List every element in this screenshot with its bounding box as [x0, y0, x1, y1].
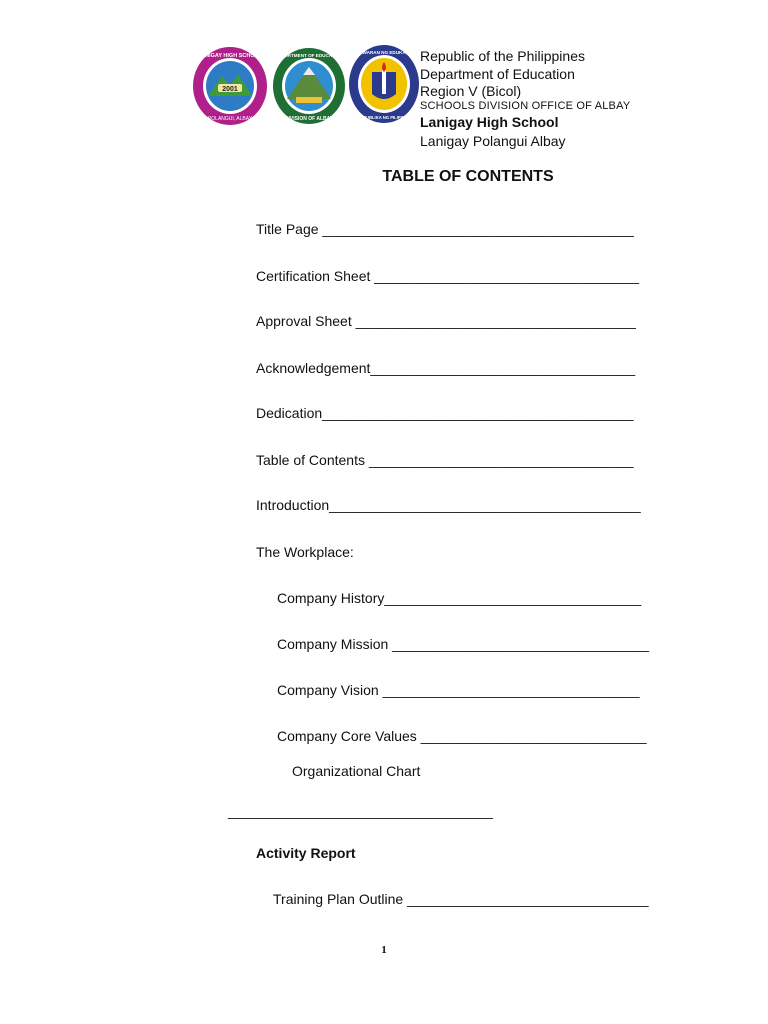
header-department: Department of Education	[420, 66, 575, 82]
svg-text:DIVISION OF ALBAY: DIVISION OF ALBAY	[284, 116, 334, 122]
toc-acknowledgement: Acknowledgement__________________________________	[256, 360, 636, 376]
lanigay-high-school-logo	[192, 46, 268, 126]
toc-company-vision: Company Vision _________________________________	[277, 682, 640, 698]
toc-organizational-chart-line: __________________________________	[228, 803, 493, 819]
toc-dedication: Dedication________________________________________	[256, 405, 634, 421]
toc-company-core-values: Company Core Values _____________________________	[277, 728, 647, 744]
svg-text:POLANGUI, ALBAY: POLANGUI, ALBAY	[207, 116, 253, 122]
toc-activity-report-heading: Activity Report	[256, 845, 356, 861]
header-school-name: Lanigay High School	[420, 114, 559, 130]
toc-approval-sheet: Approval Sheet ____________________________________	[256, 313, 636, 329]
header-republic: Republic of the Philippines	[420, 48, 585, 64]
toc-company-mission: Company Mission _________________________________	[277, 636, 650, 652]
svg-text:LANIGAY HIGH SCHOOL: LANIGAY HIGH SCHOOL	[197, 53, 263, 59]
page-title: TABLE OF CONTENTS	[382, 168, 554, 185]
header-division-office: SCHOOLS DIVISION OFFICE OF ALBAY	[420, 100, 631, 112]
toc-certification-sheet: Certification Sheet __________________________________	[256, 268, 640, 284]
toc-training-plan-outline: Training Plan Outline _______________________________	[273, 891, 649, 907]
toc-the-workplace: The Workplace:	[256, 544, 354, 560]
svg-text:KAGAWARAN NG EDUKASYON: KAGAWARAN NG EDUKASYON	[349, 50, 419, 55]
toc-table-of-contents: Table of Contents __________________________________	[256, 452, 634, 468]
page-number: 1	[381, 944, 387, 956]
toc-organizational-chart: Organizational Chart	[292, 763, 421, 779]
deped-seal-logo	[348, 44, 420, 124]
header-school-address: Lanigay Polangui Albay	[420, 133, 566, 149]
toc-company-history: Company History_________________________________	[277, 590, 642, 606]
division-of-albay-logo	[272, 47, 346, 125]
svg-text:2001: 2001	[222, 86, 238, 93]
svg-text:REPUBLIKA NG PILIPINAS: REPUBLIKA NG PILIPINAS	[357, 115, 411, 120]
svg-text:DEPARTMENT OF EDUCATION: DEPARTMENT OF EDUCATION	[275, 53, 343, 58]
toc-title-page: Title Page ________________________________________	[256, 221, 634, 237]
header-region: Region V (Bicol)	[420, 83, 522, 99]
toc-introduction: Introduction________________________________________	[256, 497, 641, 513]
